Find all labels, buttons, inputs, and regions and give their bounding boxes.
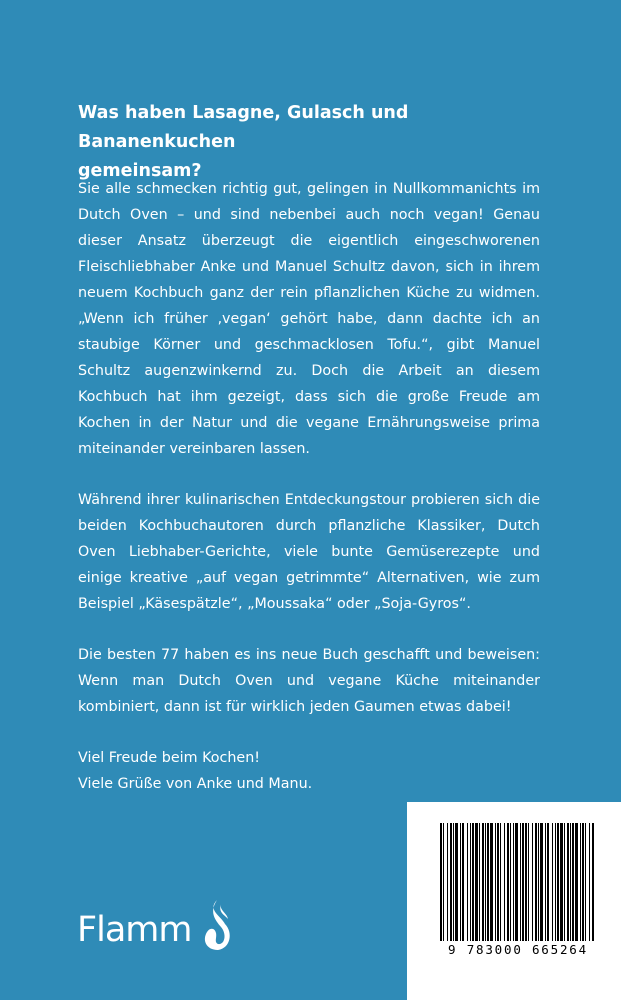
greeting-line-1: Viel Freude beim Kochen! [78,750,261,766]
heading-line-2: gemeinsam? [78,161,202,181]
barcode-bar [557,823,559,941]
barcode-bar [525,823,527,941]
barcode-bar [455,823,458,941]
barcode-bar [472,823,474,941]
barcode-bar [528,823,529,941]
barcode-bar [485,823,486,941]
barcode-bar [513,823,514,941]
cover-heading [78,99,548,186]
barcode-bar [479,823,480,941]
barcode-bar [490,823,493,941]
barcode-bar [580,823,581,941]
barcode-bar [440,823,442,941]
barcode-bar [535,823,537,941]
barcode-bar [582,823,584,941]
barcode-bar [453,823,454,941]
flame-icon [201,898,235,954]
barcode-bar [450,823,452,941]
barcode-bar [470,823,471,941]
barcode-bar [547,823,549,941]
barcode-bar [592,823,594,941]
blurb-paragraph-2: Während ihrer kulinarischen Entdeckungstour probieren sich die beiden Kochbuchautoren durch pflanzliche Klassiker, Dutch Oven Liebhaber-Gerichte, viele bunte Gemüserezepte und einige kreative „auf vegan getrimmte“ Alternativen, wie zum Beispiel „Käsespätzle“, „Moussaka“ oder „Soja-Gyros“. [78,492,540,612]
isbn-number: 9 783000 665264 [448,942,588,957]
barcode-bar [522,823,524,941]
barcode-bar [495,823,496,941]
barcode-bar [507,823,509,941]
barcode-bar [564,823,565,941]
barcode-bar [570,823,571,941]
barcode-icon [440,823,595,941]
publisher-name: Flamm [77,910,192,950]
barcode-bar [460,823,461,941]
barcode-bar [443,823,444,941]
barcode-bar [462,823,464,941]
barcode-bar [515,823,518,941]
blurb-paragraph-1: Sie alle schmecken richtig gut, gelingen in Nullkommanichts im Dutch Oven – und sind nebenbei auch noch vegan! Genau dieser Ansatz überzeugt die eigentlich eingeschworenen Fleischliebhaber Anke und Manuel Schultz davon, sich in ihrem neuem Kochbuch ganz der rein pflanzlichen Küche zu widmen. „Wenn ich früher ‚vegan‘ gehört habe, dann dachte ich an staubige Körner und geschmacklosen Tofu.“, gibt Manuel Schultz augenzwinkernd zu. Doch die Arbeit an diesem Kochbuch hat ihm gezeigt, dass sich die große Freude am Kochen in der Natur und die vegane Ernährungsweise prima miteinander vereinbaren lassen. [78,181,540,457]
barcode-bar [545,823,546,941]
barcode-bar [532,823,533,941]
barcode-bar [540,823,543,941]
barcode-bar [560,823,563,941]
barcode-bar [575,823,578,941]
barcode-bar [567,823,569,941]
barcode-bar [487,823,489,941]
barcode-bar [520,823,521,941]
greeting [78,745,540,797]
heading-line-1: Was haben Lasagne, Gulasch und Bananenkuchen [78,103,409,152]
barcode-bar [447,823,448,941]
barcode-bar [510,823,511,941]
barcode-bar [500,823,501,941]
blurb-paragraph-3: Die besten 77 haben es ins neue Buch geschafft und beweisen: Wenn man Dutch Oven und vegane Küche miteinander kombiniert, dann ist für wirklich jeden Gaumen etwas dabei! [78,647,540,715]
barcode-bar [589,823,590,941]
barcode-bar [585,823,586,941]
barcode-panel [407,802,621,1000]
barcode-bar [538,823,539,941]
barcode-bar [504,823,505,941]
barcode-bar [467,823,468,941]
barcode-bar [572,823,574,941]
barcode-bar [475,823,478,941]
greeting-line-2: Viele Grüße von Anke und Manu. [78,776,313,792]
blurb-text [78,176,540,822]
barcode-bar [482,823,484,941]
barcode-bar [555,823,556,941]
publisher-logo [77,898,257,958]
barcode-bar [552,823,553,941]
barcode-bar [497,823,499,941]
